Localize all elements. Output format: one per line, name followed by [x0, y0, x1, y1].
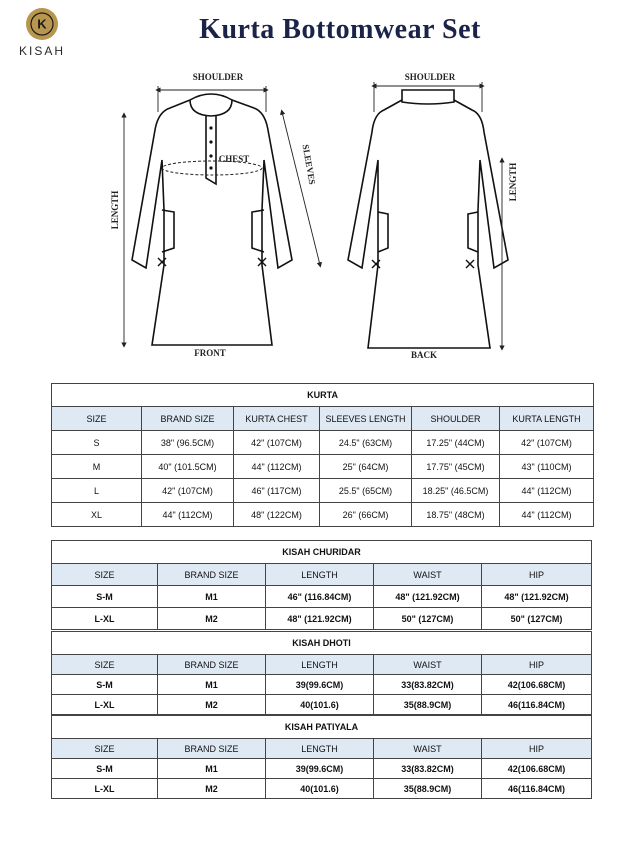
table-cell: 39(99.6CM) — [266, 675, 374, 695]
table-cell: 42(106.68CM) — [482, 675, 592, 695]
table-cell: 26" (66CM) — [320, 503, 412, 527]
chest-label: CHEST — [218, 154, 250, 164]
table-cell: L-XL — [52, 779, 158, 799]
column-header: KURTA CHEST — [234, 407, 320, 431]
table-cell: 48" (121.92CM) — [374, 586, 482, 608]
table-cell: 42" (107CM) — [142, 479, 234, 503]
table-cell: 17.75" (45CM) — [412, 455, 500, 479]
table-cell: 46" (117CM) — [234, 479, 320, 503]
column-header: BRAND SIZE — [158, 739, 266, 759]
column-header: SLEEVES LENGTH — [320, 407, 412, 431]
table-cell: 25" (64CM) — [320, 455, 412, 479]
table-cell: 38" (96.5CM) — [142, 431, 234, 455]
back-shoulder-label: SHOULDER — [404, 72, 456, 82]
column-header: HIP — [482, 564, 592, 586]
column-header: HIP — [482, 739, 592, 759]
column-header: SIZE — [52, 407, 142, 431]
table-row — [52, 586, 592, 608]
table-cell: L — [52, 479, 142, 503]
dhoti-table-title: KISAH DHOTI — [52, 632, 592, 655]
table-row — [52, 759, 592, 779]
column-header: LENGTH — [266, 739, 374, 759]
front-length-label: LENGTH — [110, 190, 120, 230]
table-cell: 33(83.82CM) — [374, 759, 482, 779]
table-row — [52, 479, 594, 503]
table-cell: 42" (107CM) — [234, 431, 320, 455]
table-cell: 24.5" (63CM) — [320, 431, 412, 455]
table-cell: S-M — [52, 586, 158, 608]
table-cell: 17.25" (44CM) — [412, 431, 500, 455]
front-buttons — [209, 126, 212, 169]
column-header: WAIST — [374, 739, 482, 759]
table-cell: 35(88.9CM) — [374, 779, 482, 799]
column-header: WAIST — [374, 564, 482, 586]
kurta-table-title: KURTA — [52, 384, 594, 407]
table-row — [52, 503, 594, 527]
brand-name: KISAH — [18, 44, 65, 58]
kurta-header-row — [52, 407, 594, 431]
table-row — [52, 455, 594, 479]
column-header: KURTA LENGTH — [500, 407, 594, 431]
table-row — [52, 608, 592, 630]
table-cell: M2 — [158, 779, 266, 799]
table-cell: 35(88.9CM) — [374, 695, 482, 715]
table-cell: M2 — [158, 608, 266, 630]
table-cell: S-M — [52, 675, 158, 695]
column-header: SIZE — [52, 564, 158, 586]
column-header: BRAND SIZE — [158, 655, 266, 675]
churidar-table-title: KISAH CHURIDAR — [52, 541, 592, 564]
table-cell: L-XL — [52, 695, 158, 715]
churidar-header-row — [52, 564, 592, 586]
column-header: LENGTH — [266, 655, 374, 675]
column-header: SIZE — [52, 739, 158, 759]
table-cell: 48" (122CM) — [234, 503, 320, 527]
kurta-measurement-diagram — [0, 60, 640, 370]
table-cell: 42(106.68CM) — [482, 759, 592, 779]
back-side-marks — [372, 260, 474, 268]
table-cell: 44" (112CM) — [500, 503, 594, 527]
patiyala-table-title: KISAH PATIYALA — [52, 716, 592, 739]
table-cell: M1 — [158, 759, 266, 779]
front-view — [132, 94, 292, 345]
table-cell: M2 — [158, 695, 266, 715]
back-view — [348, 90, 508, 348]
table-cell: 46(116.84CM) — [482, 695, 592, 715]
table-cell: 44" (112CM) — [142, 503, 234, 527]
column-header: LENGTH — [266, 564, 374, 586]
table-cell: 48" (121.92CM) — [482, 586, 592, 608]
table-cell: S-M — [52, 759, 158, 779]
table-cell: 33(83.82CM) — [374, 675, 482, 695]
table-cell: 50" (127CM) — [482, 608, 592, 630]
back-length-label: LENGTH — [508, 162, 518, 202]
table-cell: 25.5" (65CM) — [320, 479, 412, 503]
table-row — [52, 675, 592, 695]
table-cell: 18.25" (46.5CM) — [412, 479, 500, 503]
column-header: WAIST — [374, 655, 482, 675]
table-cell: 46(116.84CM) — [482, 779, 592, 799]
table-cell: 18.75" (48CM) — [412, 503, 500, 527]
column-header: HIP — [482, 655, 592, 675]
front-caption: FRONT — [194, 348, 226, 358]
column-header: BRAND SIZE — [158, 564, 266, 586]
table-cell: 39(99.6CM) — [266, 759, 374, 779]
table-row — [52, 695, 592, 715]
table-cell: 43" (110CM) — [500, 455, 594, 479]
table-cell: 44" (112CM) — [234, 455, 320, 479]
kurta-size-table — [51, 383, 594, 527]
table-cell: M — [52, 455, 142, 479]
table-row — [52, 431, 594, 455]
table-cell: 44" (112CM) — [500, 479, 594, 503]
table-cell: 40" (101.5CM) — [142, 455, 234, 479]
back-caption: BACK — [410, 350, 438, 360]
table-cell: L-XL — [52, 608, 158, 630]
dhoti-size-table — [51, 631, 592, 715]
patiyala-header-row — [52, 739, 592, 759]
table-cell: 42" (107CM) — [500, 431, 594, 455]
patiyala-size-table — [51, 715, 592, 799]
table-cell: XL — [52, 503, 142, 527]
table-cell: 50" (127CM) — [374, 608, 482, 630]
front-shoulder-label: SHOULDER — [192, 72, 244, 82]
table-cell: 48" (121.92CM) — [266, 608, 374, 630]
column-header: SIZE — [52, 655, 158, 675]
table-cell: 40(101.6) — [266, 695, 374, 715]
page-title: Kurta Bottomwear Set — [199, 14, 481, 45]
table-cell: M1 — [158, 586, 266, 608]
column-header: BRAND SIZE — [142, 407, 234, 431]
table-cell: 40(101.6) — [266, 779, 374, 799]
table-cell: 46" (116.84CM) — [266, 586, 374, 608]
svg-text:K: K — [37, 16, 47, 32]
back-guides — [374, 82, 502, 348]
churidar-size-table — [51, 540, 592, 630]
sleeves-label: SLEEVES — [300, 143, 318, 186]
column-header: SHOULDER — [412, 407, 500, 431]
table-cell: S — [52, 431, 142, 455]
dhoti-header-row — [52, 655, 592, 675]
table-cell: M1 — [158, 675, 266, 695]
table-row — [52, 779, 592, 799]
front-side-marks — [158, 258, 266, 266]
